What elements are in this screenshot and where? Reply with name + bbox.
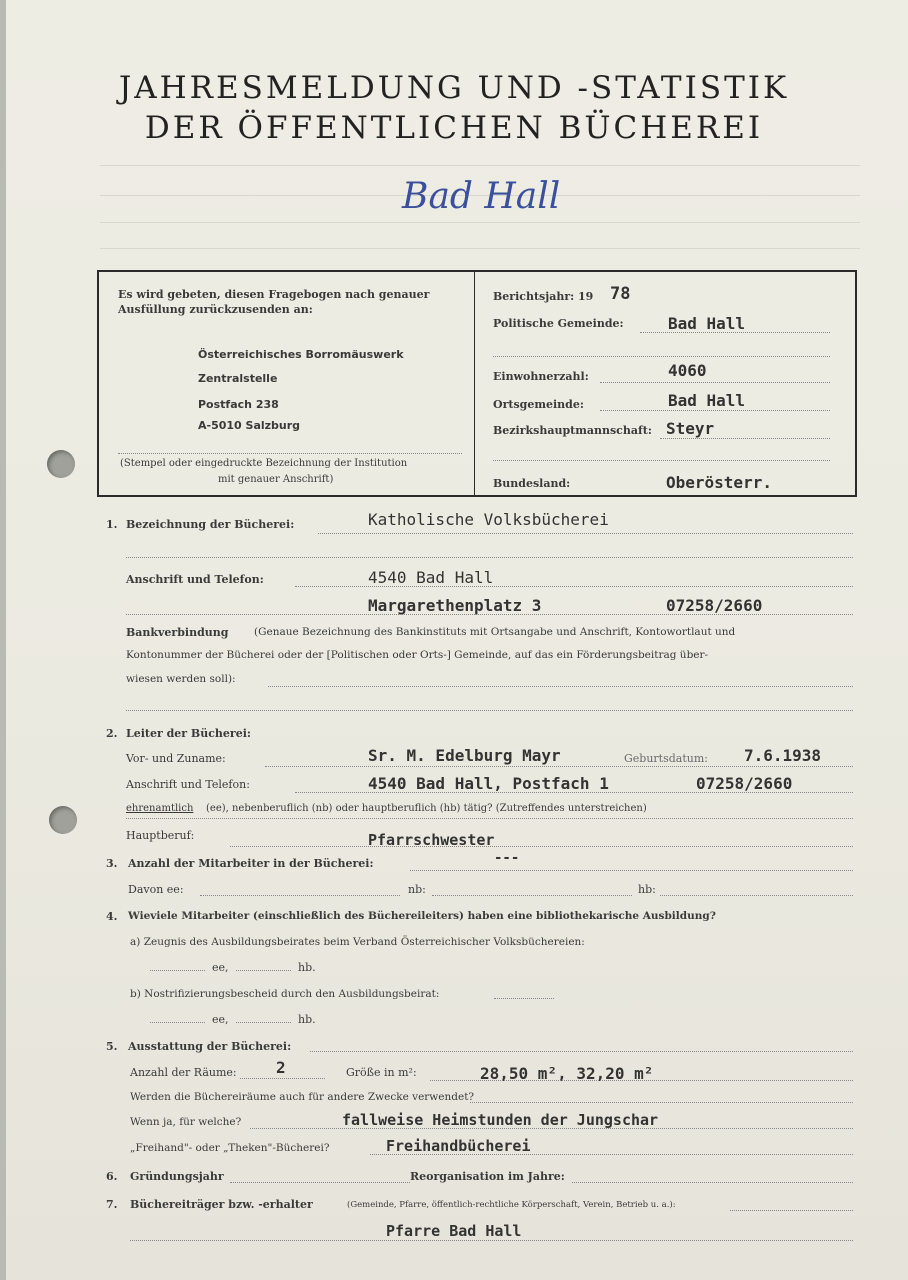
leader-phone-value[interactable]: 07258/2660: [696, 774, 793, 793]
field-line: [126, 557, 853, 558]
leader-address-label: Anschrift und Telefon:: [126, 778, 250, 791]
field-line: [240, 1078, 325, 1079]
einwohner-value[interactable]: 4060: [668, 361, 707, 380]
training-b-ee: ee,: [212, 1013, 229, 1026]
field-line: [494, 998, 554, 999]
field-line: [432, 895, 632, 896]
sponsor-note: (Gemeinde, Pfarre, öffentlich-rechtliche Körperschaft, Verein, Betrieb u. a.):: [347, 1200, 676, 1210]
field-line: [660, 438, 830, 439]
field-line: [310, 1051, 853, 1052]
rooms-label: Anzahl der Räume:: [130, 1066, 237, 1079]
year-value[interactable]: 78: [610, 284, 631, 304]
field-line: [730, 1210, 853, 1211]
field-line: [126, 614, 853, 615]
which-use-label: Wenn ja, für welche?: [130, 1116, 242, 1128]
staff-nb-label: nb:: [408, 883, 426, 896]
field-line: [230, 1182, 410, 1183]
bank-note: Kontonummer der Bücherei oder der [Politischen oder Orts-] Gemeinde, auf das ein Förderungsbeitrag über-: [126, 649, 709, 661]
field-line: [370, 1154, 853, 1155]
field-line: [268, 686, 853, 687]
birthdate-label: Geburtsdatum:: [624, 752, 708, 765]
field-line: [265, 766, 853, 767]
field-line: [126, 818, 853, 819]
form-title-line1: JAHRESMELDUNG UND -STATISTIK: [118, 70, 790, 106]
status-honorary-underlined: ehrenamtlich: [126, 803, 194, 814]
size-label: Größe in m²:: [346, 1066, 417, 1079]
job-label: Hauptberuf:: [126, 829, 195, 842]
address-dept: Zentralstelle: [198, 372, 278, 385]
other-use-question: Werden die Büchereiräume auch für andere Zwecke verwendet?: [130, 1091, 475, 1103]
field-line: [600, 410, 830, 411]
stamp-note: (Stempel oder eingedruckte Bezeichnung der Institution: [120, 458, 408, 469]
field-line: [493, 460, 830, 461]
bleed-through-line: [100, 248, 860, 249]
job-value[interactable]: Pfarrschwester: [368, 831, 495, 849]
field-line: [572, 1182, 853, 1183]
field-line: [126, 710, 853, 711]
bleed-through-line: [100, 165, 860, 166]
punch-hole: [47, 450, 75, 478]
which-use-value[interactable]: fallweise Heimstunden der Jungschar: [342, 1111, 659, 1129]
handwritten-town: Bad Hall: [402, 176, 561, 217]
stamp-note: mit genauer Anschrift): [218, 474, 334, 485]
birthdate-value[interactable]: 7.6.1938: [744, 746, 822, 765]
field-line: [130, 1240, 853, 1241]
field-line: [470, 1102, 853, 1103]
box-divider: [474, 272, 475, 495]
field-line: [230, 846, 853, 847]
return-instruction: Es wird gebeten, diesen Fragebogen nach genauer Ausfüllung zurückzusenden an:: [118, 288, 430, 316]
size-value[interactable]: 28,50 m², 32,20 m²: [480, 1064, 654, 1083]
bleed-through-line: [100, 222, 860, 223]
founding-year-label: Gründungsjahr: [130, 1170, 224, 1183]
library-name-label: Bezeichnung der Bücherei:: [126, 518, 295, 531]
sponsor-label: Büchereiträger bzw. -erhalter: [130, 1198, 313, 1211]
library-address-label: Anschrift und Telefon:: [126, 573, 264, 586]
leader-title: Leiter der Bücherei:: [126, 727, 251, 740]
library-phone[interactable]: 07258/2660: [666, 596, 763, 615]
field-line: [430, 1080, 853, 1081]
field-line: [493, 356, 830, 357]
leader-name-value[interactable]: Sr. M. Edelburg Mayr: [368, 746, 561, 765]
bank-note: (Genaue Bezeichnung des Bankinstituts mit Ortsangabe und Anschrift, Kontowortlaut und: [254, 626, 736, 638]
training-b-label: b) Nostrifizierungsbescheid durch den Ausbildungsbeirat:: [130, 988, 440, 1000]
field-line: [150, 1022, 205, 1023]
pol-gemeinde-label: Politische Gemeinde:: [493, 317, 624, 330]
section-number: 5.: [106, 1040, 118, 1053]
library-type-label: „Freihand"- oder „Theken"-Bücherei?: [130, 1142, 330, 1154]
rooms-value[interactable]: 2: [276, 1058, 286, 1077]
sponsor-value[interactable]: Pfarre Bad Hall: [386, 1222, 522, 1240]
reorg-label: Reorganisation im Jahre:: [410, 1170, 565, 1183]
section-number: 7.: [106, 1198, 118, 1211]
staff-hb-label: hb:: [638, 883, 656, 896]
staff-davon-label: Davon ee:: [128, 883, 184, 896]
section-number: 6.: [106, 1170, 118, 1183]
library-name-value[interactable]: Katholische Volksbücherei: [368, 510, 609, 529]
field-line: [410, 870, 853, 871]
bundesland-value[interactable]: Oberösterr.: [666, 473, 772, 492]
staff-count-label: Anzahl der Mitarbeiter in der Bücherei:: [128, 857, 374, 870]
training-question: Wieviele Mitarbeiter (einschließlich des Büchereileiters) haben eine bibliothekarische Ausbildung?: [128, 910, 716, 922]
staff-count-value[interactable]: ---: [494, 850, 520, 866]
section-number: 1.: [106, 518, 118, 531]
field-line: [250, 1128, 853, 1129]
year-label: Berichtsjahr: 19: [493, 290, 594, 303]
bezirk-value[interactable]: Steyr: [666, 419, 715, 438]
field-line: [660, 895, 853, 896]
section-number: 3.: [106, 857, 118, 870]
field-line: [600, 382, 830, 383]
ortsgemeinde-label: Ortsgemeinde:: [493, 398, 584, 411]
bundesland-label: Bundesland:: [493, 477, 571, 490]
pol-gemeinde-value[interactable]: Bad Hall: [668, 314, 746, 333]
equipment-title: Ausstattung der Bücherei:: [128, 1040, 292, 1053]
address-city: A-5010 Salzburg: [198, 419, 301, 432]
section-number: 2.: [106, 727, 118, 740]
field-line: [318, 533, 853, 534]
library-type-value[interactable]: Freihandbücherei: [386, 1137, 531, 1155]
library-address-line2[interactable]: Margarethenplatz 3: [368, 596, 542, 615]
address-org: Österreichisches Borromäuswerk: [198, 348, 404, 361]
status-question: (ee), nebenberuflich (nb) oder hauptberuflich (hb) tätig? (Zutreffendes unterstreichen): [206, 803, 647, 814]
leader-address-value[interactable]: 4540 Bad Hall, Postfach 1: [368, 774, 609, 793]
training-a-label: a) Zeugnis des Ausbildungsbeirates beim Verband Österreichischer Volksbüchereien:: [130, 936, 585, 948]
address-postbox: Postfach 238: [198, 398, 279, 411]
punch-hole: [49, 806, 77, 834]
leader-name-label: Vor- und Zuname:: [126, 752, 226, 765]
bank-label: Bankverbindung: [126, 626, 229, 639]
field-line: [200, 895, 400, 896]
field-line: [640, 332, 830, 333]
section-number: 4.: [106, 910, 118, 923]
training-b-hb: hb.: [298, 1013, 316, 1026]
bezirk-label: Bezirkshauptmannschaft:: [493, 424, 652, 437]
field-line: [236, 970, 291, 971]
training-a-hb: hb.: [298, 961, 316, 974]
field-line: [295, 586, 853, 587]
ortsgemeinde-value[interactable]: Bad Hall: [668, 391, 746, 410]
field-line: [236, 1022, 291, 1023]
field-line: [295, 792, 853, 793]
library-address-line1[interactable]: 4540 Bad Hall: [368, 568, 494, 587]
training-a-ee: ee,: [212, 961, 229, 974]
einwohner-label: Einwohnerzahl:: [493, 370, 589, 383]
bank-note: wiesen werden soll):: [126, 673, 236, 685]
stamp-line: [118, 453, 462, 454]
form-title-line2: DER ÖFFENTLICHEN BÜCHEREI: [144, 110, 764, 146]
field-line: [150, 970, 205, 971]
